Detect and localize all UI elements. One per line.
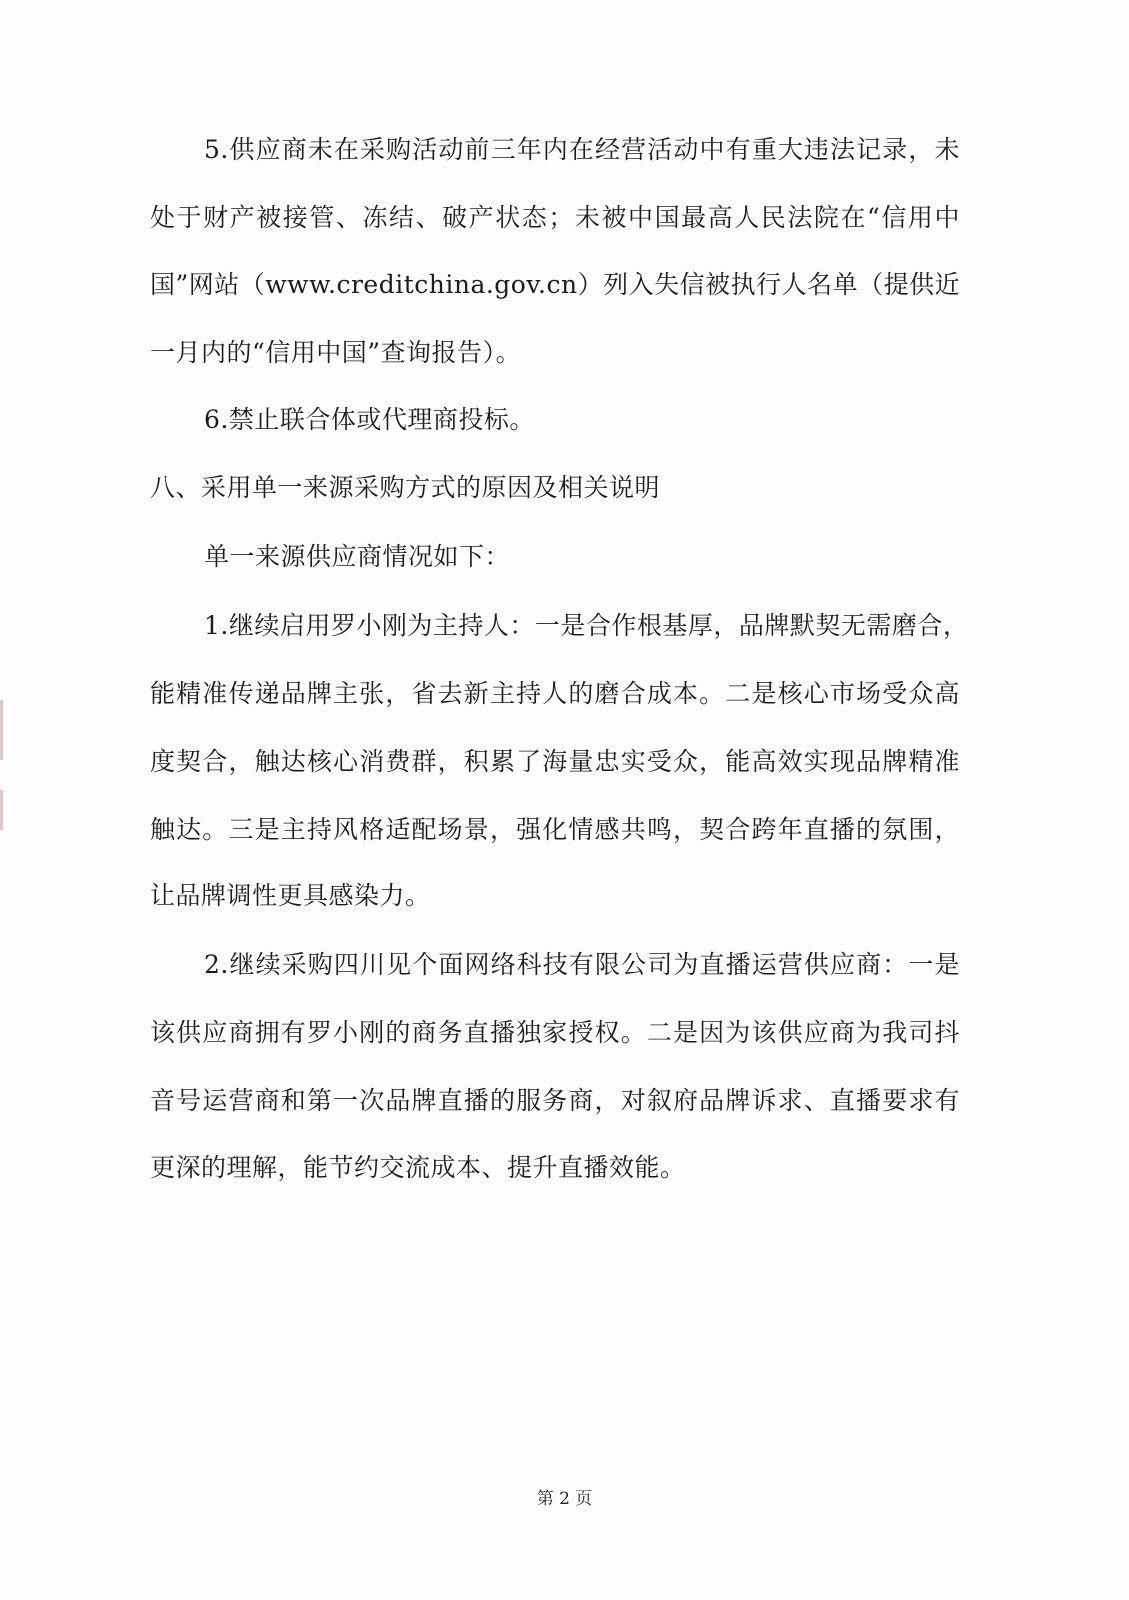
scan-edge-mark: [0, 700, 3, 760]
paragraph-5-line-3: 国”网站（www.creditchina.gov.cn）列入失信被执行人名单（提供近: [150, 270, 961, 299]
item-1-line-1: 1.继续启用罗小刚为主持人：一是合作根基厚，品牌默契无需磨合，: [204, 611, 969, 640]
scan-edge-mark: [0, 790, 3, 830]
page-number: 第 2 页: [536, 1489, 593, 1509]
section-heading-8: 八、采用单一来源采购方式的原因及相关说明: [150, 473, 661, 502]
item-1-line-4: 触达。三是主持风格适配场景，强化情感共鸣，契合跨年直播的氛围，: [150, 815, 960, 844]
paragraph-5-line-1: 5.供应商未在采购活动前三年内在经营活动中有重大违法记录，未: [204, 135, 960, 164]
paragraph-5-line-2: 处于财产被接管、冻结、破产状态；未被中国最高人民法院在“信用中: [150, 203, 960, 232]
item-2-line-2: 该供应商拥有罗小刚的商务直播独家授权。二是因为该供应商为我司抖: [150, 1018, 960, 1047]
item-2-line-3: 音号运营商和第一次品牌直播的服务商，对叙府品牌诉求、直播要求有: [150, 1086, 960, 1115]
item-1-line-3: 度契合，触达核心消费群，积累了海量忠实受众，能高效实现品牌精准: [150, 747, 960, 776]
item-1-line-5: 让品牌调性更具感染力。: [150, 881, 431, 910]
paragraph-6: 6.禁止联合体或代理商投标。: [204, 405, 535, 434]
item-2-line-4: 更深的理解，能节约交流成本、提升直播效能。: [150, 1153, 686, 1182]
paragraph-5-line-4: 一月内的“信用中国”查询报告）。: [150, 338, 522, 367]
item-2-line-1: 2.继续采购四川见个面网络科技有限公司为直播运营供应商：一是: [204, 950, 960, 979]
item-1-line-2: 能精准传递品牌主张，省去新主持人的磨合成本。二是核心市场受众高: [150, 679, 960, 708]
supplier-intro: 单一来源供应商情况如下：: [204, 542, 511, 571]
